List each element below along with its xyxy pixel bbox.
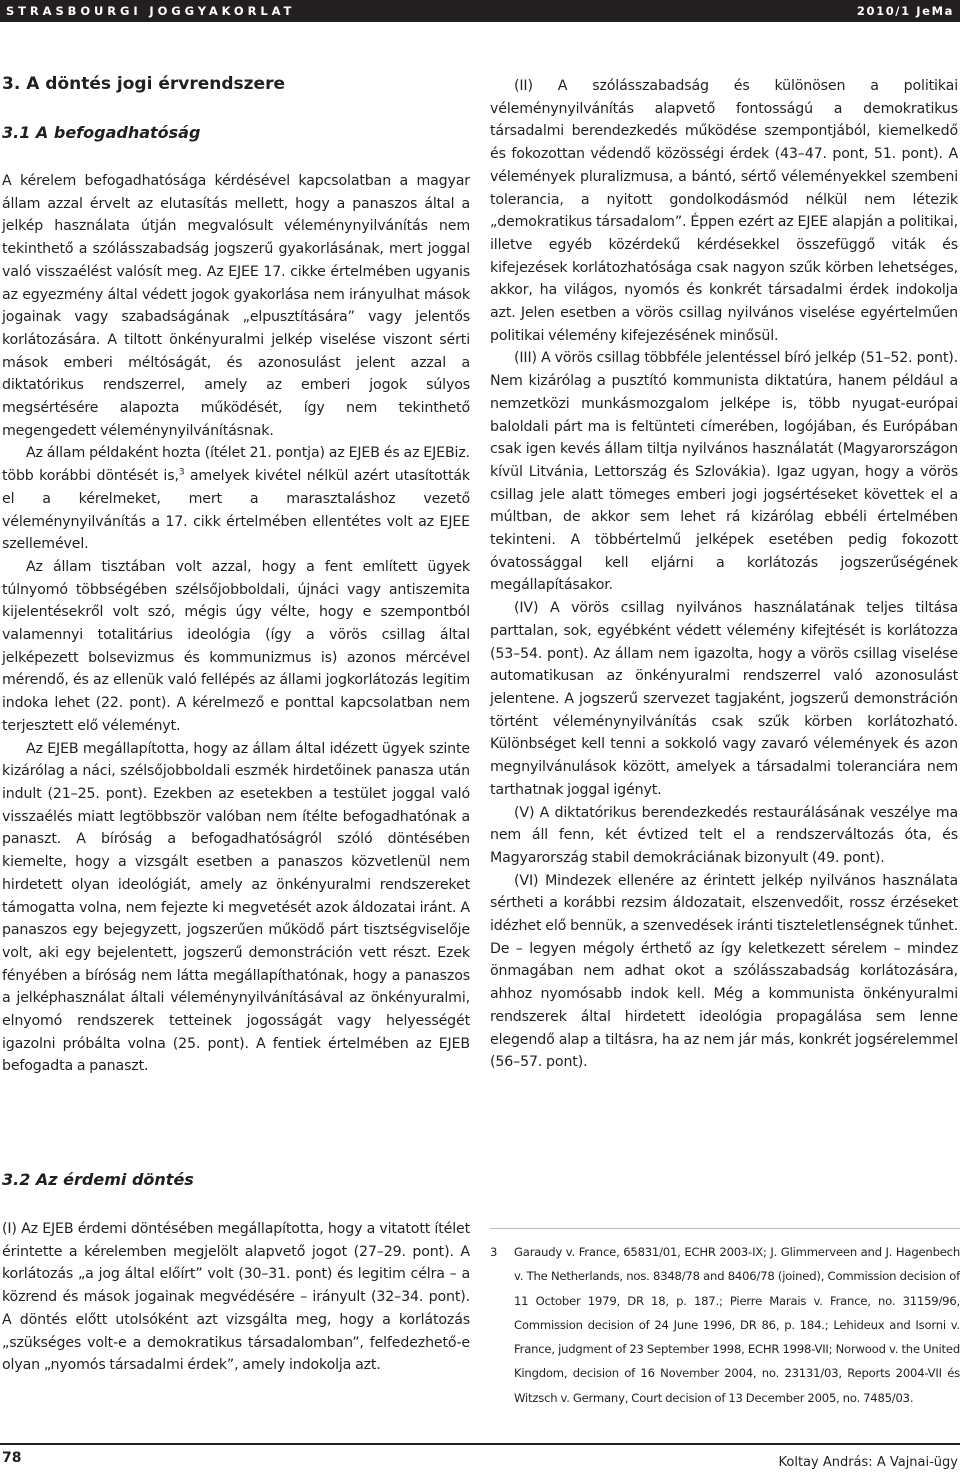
paragraph: (III) A vörös csillag többféle jelentéssel bíró jelkép (51–52. pont). Nem kizárólag a pusztító kommunista diktatúra, hanem például a nemzetközi munkásmozgalom jelképe is, több nyugat-európai baloldali párt ma is feltünteti címerében, logójában, és Európában csak igen kevés állam tiltja nyilvános használatát (Magyarországon kívül Litvánia, Lettország és Szlovákia). Igaz ugyan, hogy a vörös csillag jele alatt tömeges emberi jogi jogsértéseket követtek el a múltban, de akkor sem lehet rá kizárólag ebbéli értelmében tekinteni. A többértelmű jelképek esetében pedig fokozott óvatossággal kell eljárni a korlátozás jogszerűségének megállapításakor. (490, 350, 958, 594)
footnote-ref: 3 (178, 467, 185, 478)
section-title: 3. A döntés jogi érvrendszere (2, 74, 285, 94)
merits-text (2, 1218, 470, 1377)
issue-label: 2010/1 JeMa (856, 4, 954, 18)
paragraph: (IV) A vörös csillag nyilvános használatának teljes tiltása parttalan, sok, egyébként védett vélemény kifejtését is korlátozza (53–54. pont). Az állam nem igazolta, hogy a vörös csillag viselése automatikusan az önkényuralmi rendszerrel való azonosulást jelentene. A jogszerű szervezet tagjaként, jogszerű demonstráción történt véleménynyilvánítás csak szűk körben korlátozható. Különbséget kell tenni a sokkoló vagy zavaró vélemények és azon megnyilvánulások között, amelyek a társadalmi toleranciára nem tarthatnak joggal igényt. (490, 600, 958, 798)
page-number: 78 (2, 1450, 22, 1466)
paragraph: A kérelem befogadhatósága kérdésével kapcsolatban a magyar állam azzal érvelt az elutasítás mellett, hogy a panaszos által a jelkép használata útján megvalósult véleménynyilvánítás nem tekinthető a szólásszabadság jogszerű gyakorlásának, mert joggal való visszaélést valósít meg. Az EJEE 17. cikke értelmében ugyanis az egyezmény által védett jogok gyakorlása nem irányulhat mások jogainak vagy szabadságának „elpusztítására” vagy jelentős korlátozására. A tiltott önkényuralmi jelkép viselése viszont sérti mások emberi méltóságát, és azonosulást jelent azzal a diktatórikus rendszerrel, amely az emberi jogok súlyos megsértésére alapozta működését, így nem tekinthető megengedett véleménynyilvánításnak. (2, 173, 470, 439)
left-column-text (2, 170, 470, 1078)
running-footer: Koltay András: A Vajnai-ügy (778, 1455, 958, 1470)
subsection-title-merits: 3.2 Az érdemi döntés (2, 1170, 194, 1189)
footnote-number: 3 (490, 1245, 498, 1259)
paragraph (2, 442, 470, 556)
running-header (0, 0, 960, 22)
footnote (490, 1240, 960, 1410)
paragraph: (II) A szólásszabadság és különösen a politikai véleménynyilvánítás alapvető fontosságú a demokratikus társadalmi berendezkedés működése szempontjából, kiemelkedő és fokozottan védendő közösségi érdek (43–47. pont, 51. pont). A vélemények pluralizmusa, a bántó, sértő véleményekkel szembeni tolerancia, a nyitott gondolkodásmód nélkül nem létezik „demokratikus társadalom”. Éppen ezért az EJEE alapján a politikai, illetve egyéb közérdekű kérdésekkel összefüggő viták és kifejezések korlátozhatósága csak nagyon szűk körben lehetséges, akkor, ha világos, nyomós és konkrét társadalmi érdek indokolja azt. Jelen esetben a vörös csillag nyilvános viselése egyértelműen politikai vélemény kifejezésének minősül. (490, 78, 958, 344)
journal-title: STRASBOURGI JOGGYAKORLAT (6, 4, 296, 18)
paragraph-text: Az állam példaként hozta (ítélet 21. pontja) az EJEB és az EJEBiz. több korábbi döntését is, (2, 445, 470, 485)
footer-divider (0, 1443, 960, 1445)
paragraph: Az állam tisztában volt azzal, hogy a fent említett ügyek túlnyomó többségében szélsőjobboldali, újnáci vagy antiszemita kijelentésekről volt szó, mégis úgy vélte, hogy e szempontból valamennyi totalitárius ideológia (így a vörös csillag által jelképezett bolsevizmus és kommunizmus is) azonos mércével mérendő, és az ellenük való fellépés az állami jogkorlátozás legitim indoka lehet (22. pont). A kérelmező e ponttal kapcsolatban nem terjesztett elő véleményt. (2, 558, 470, 734)
footnote-text: Garaudy v. France, 65831/01, ECHR 2003-IX; J. Glimmerveen and J. Hagenbech v. The Netherlands, nos. 8348/78 and 8406/78 (joined), Commission decision of 11 October 1979, DR 18, p. 187.; Pierre Marais v. France, no. 31159/96, Commission decision of 24 June 1996, DR 86, p. 184.; Lehideux and Isorni v. France, judgment of 23 September 1998, ECHR 1998-VII; Norwood v. the United Kingdom, decision of 16 November 2004, no. 23131/03, Reports 2004-VII és Witzsch v. Germany, Court decision of 13 December 2005, no. 7485/03. (514, 1245, 960, 1405)
right-column-text (490, 75, 958, 1074)
footnote-divider (490, 1228, 960, 1229)
paragraph-text: amelyek kivétel nélkül azért utasították el a kérelmeket, mert a marasztaláshoz vezető véleménynyilvánítás a 17. cikk értelmében ellentétes volt az EJEE szellemével. (2, 468, 470, 553)
paragraph: (VI) Mindezek ellenére az érintett jelkép nyilvános használata sértheti a korábbi rezsim áldozatait, elszenvedőit, rossz érzéseket idézhet elő bennük, a szenvedések iránti tiszteletlenségnek tűnhet. De – legyen mégoly érthető az így keletkezett sérelem – mindez önmagában nem adhat okot a szólásszabadság korlátozására, ahhoz nyomósabb indok kell. Még a kommunista önkényuralmi rendszerek által hirdetett ideológia propagálása sem lenne elegendő alap a tiltásra, ha az nem jár más, konkrét jogsérelemmel (56–57. pont). (490, 872, 958, 1071)
subsection-title-admissibility: 3.1 A befogadhatóság (2, 123, 201, 142)
paragraph: (I) Az EJEB érdemi döntésében megállapította, hogy a vitatott ítélet érintette a kérelemben megjelölt alapvető jogot (27–29. pont). A korlátozás „a jog által előírt” volt (30–31. pont) és legitim célra – a közrend és mások jogainak megvédésére – irányult (32–34. pont). A döntés előtt utolsóként azt vizsgálta meg, hogy a korlátozás „szükséges volt-e a demokratikus társadalomban”, felfedezhető-e olyan „nyomós társadalmi érdek”, amely indokolja azt. (2, 1221, 470, 1374)
paragraph: Az EJEB megállapította, hogy az állam által idézett ügyek szinte kizárólag a náci, szélsőjobboldali eszmék hirdetőinek panasza után indult (21–25. pont). Ezekben az esetekben a testület joggal való visszaélés miatt legtöbbször valóban nem ítélte befogadhatónak a panaszt. A bíróság a befogadhatóságról szóló döntésében kiemelte, hogy a vizsgált esetben a panaszos közvetlenül nem hirdetett olyan ideológiát, amely az önkényuralmi rendszereket támogatta volna, nem fejezte ki megvetését azok áldozatai iránt. A panaszos egy bejegyzett, jogszerűen működő párt tisztségviselője volt, aki egy bejelentett, jogszerű demonstráción vett részt. Ezek fényében a bíróság nem látta megállapíthatónak, hogy a panaszos a jelképhasználat általi véleménynyilvánításával az önkényuralmi, elnyomó rendszerek tetteinek jogosságát vagy helyességét igazolni próbálta volna (25. pont). A fentiek értelmében az EJEB befogadta a panaszt. (2, 740, 470, 1075)
paragraph: (V) A diktatórikus berendezkedés restaurálásának veszélye ma nem áll fenn, két évtized telt el a rendszerváltozás óta, és Magyarország stabil demokráciának bizonyult (49. pont). (490, 804, 958, 866)
